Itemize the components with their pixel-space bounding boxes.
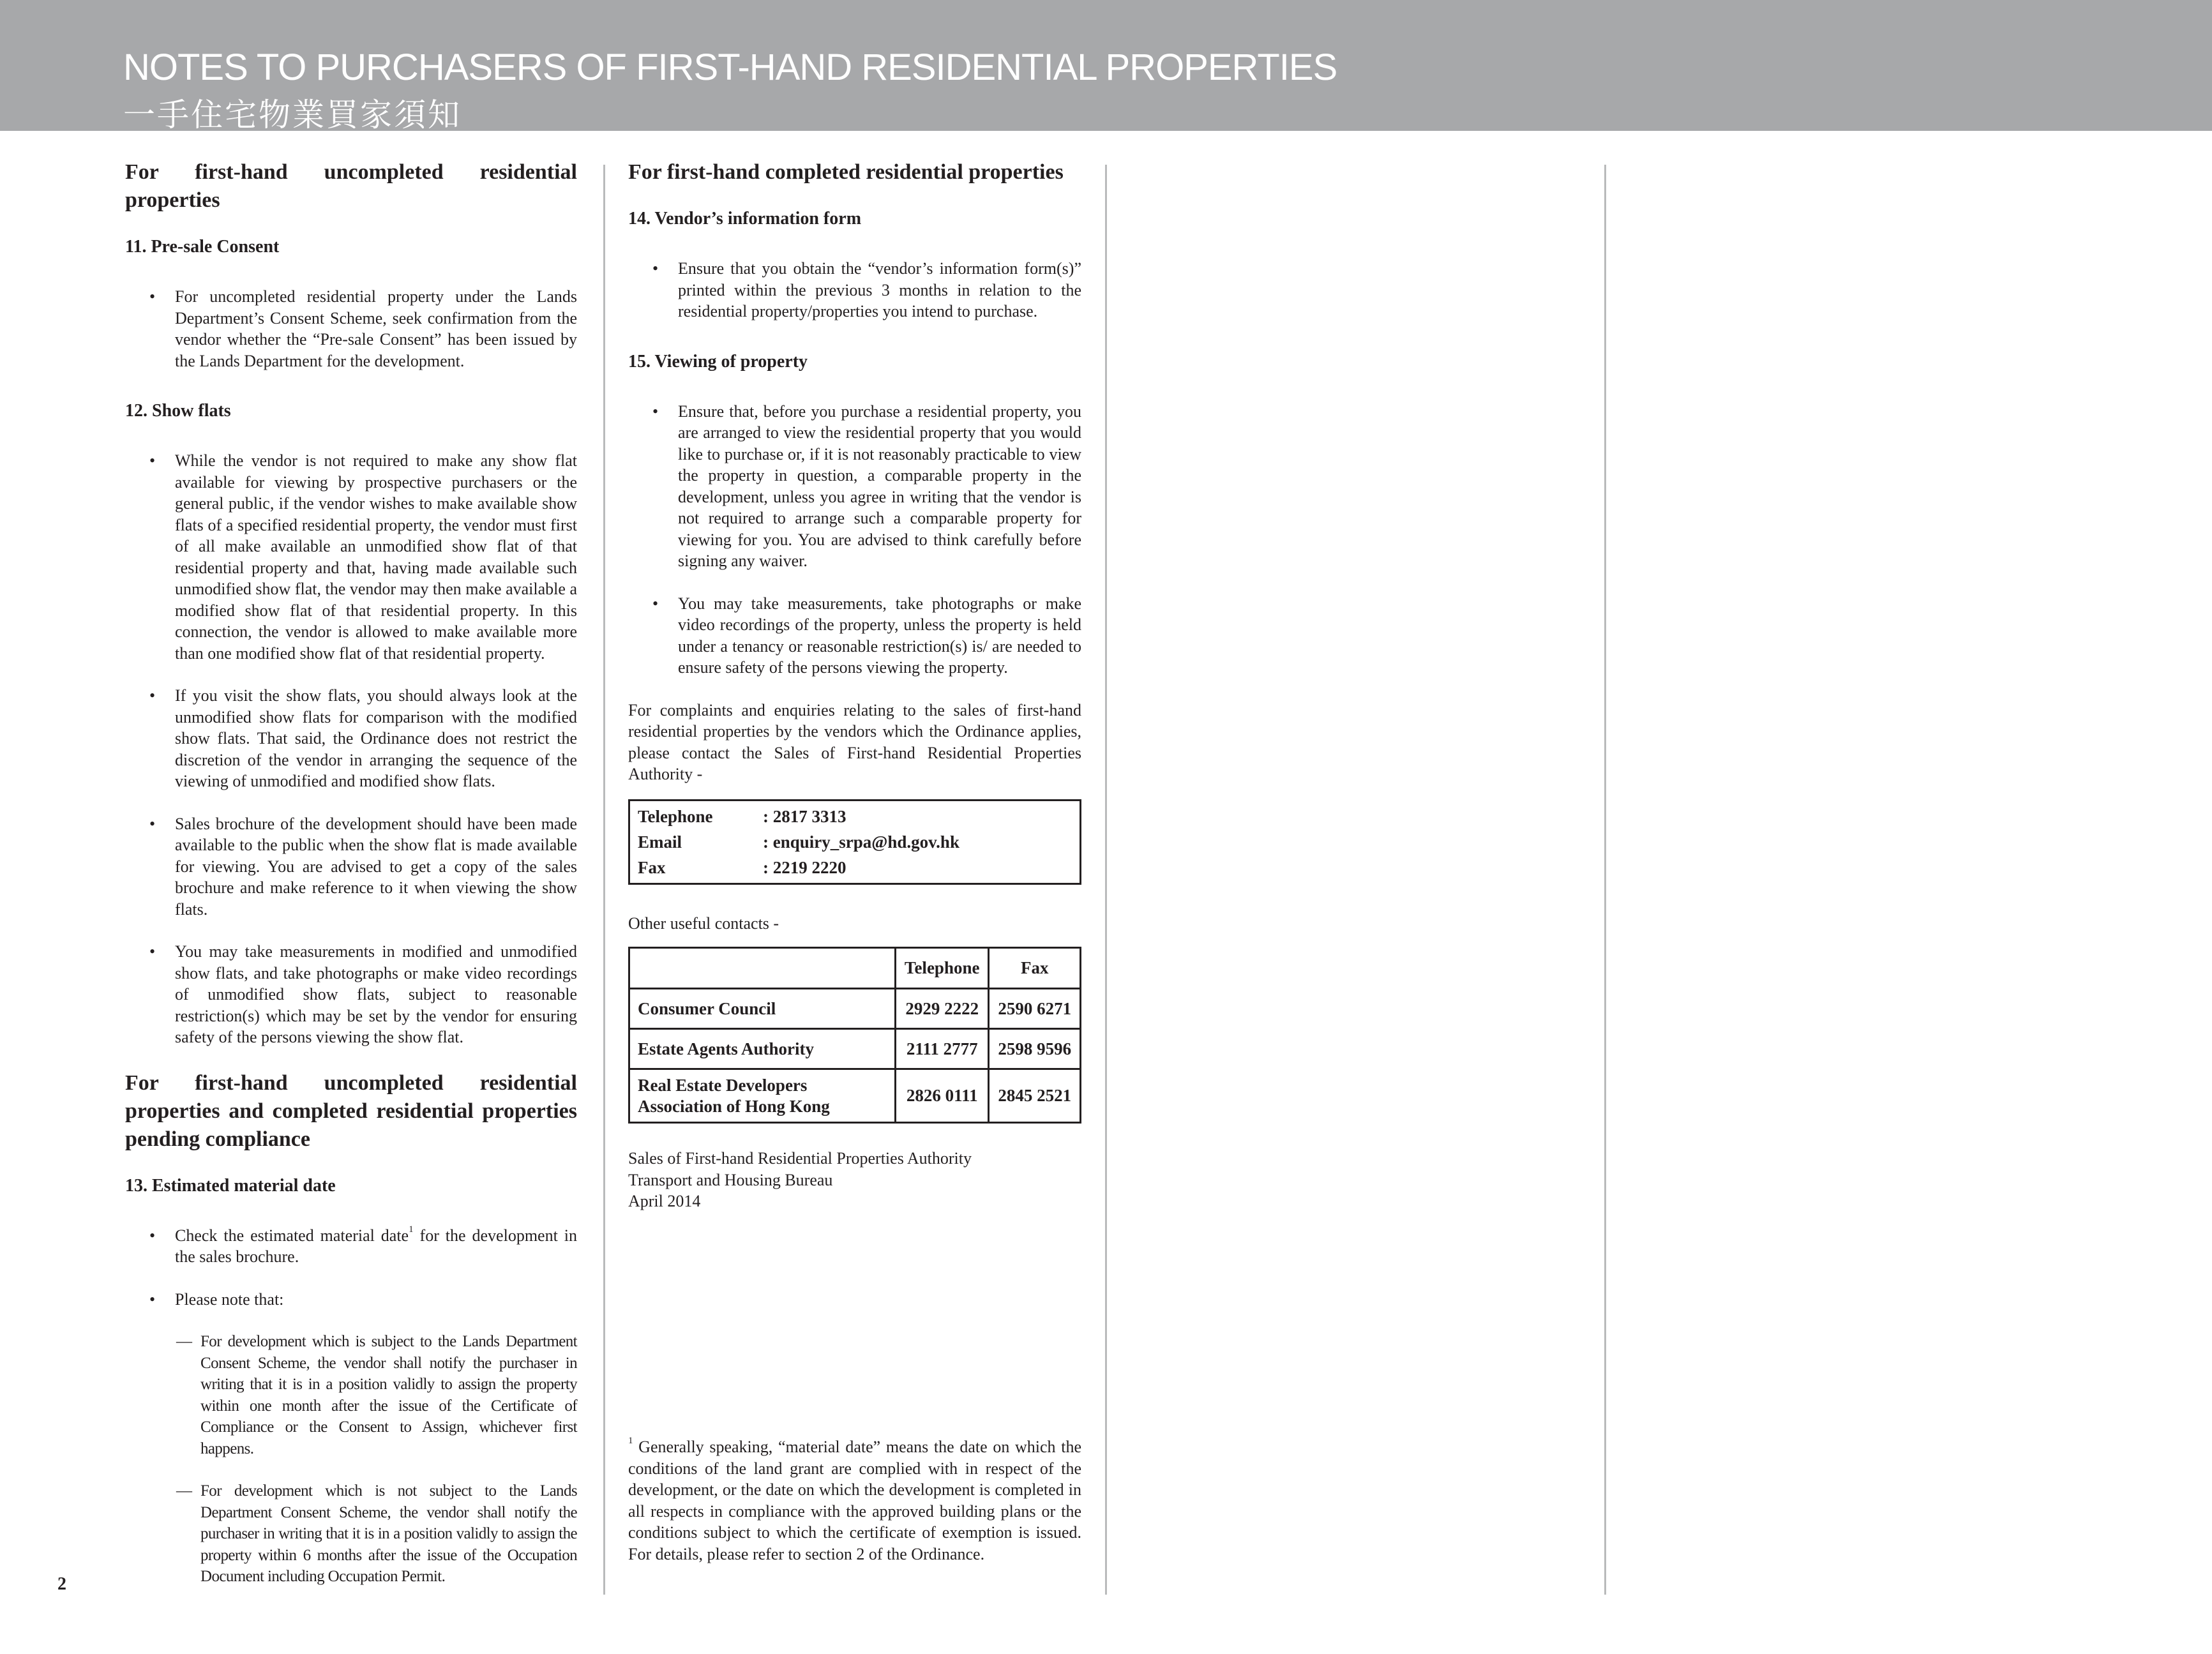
item-heading-presale-consent: 11. Pre-sale Consent [125, 237, 280, 257]
bullet-item: • You may take measurements, take photographs or make video recordings of the property, unless the property is held under a tenancy or reasonable restriction(s) is/ are needed to ensure safety of the persons viewing the property. [652, 594, 1081, 677]
dash-item: — For development which is subject to the Lands Department Consent Scheme, the vendor shall notify the purchaser in writing that it is in a position validly to assign the property within one month after the issue of the Certificate of Compliance or the Consent to Assign, whichever first happens. [176, 1333, 577, 1457]
footnote: $^1$ Generally speaking, “material date” means the date on which the conditions of the land grant are complied with in respect of the development, or the date on which the development is completed in all respects in compliance with the approved building plans or the conditions subject to which the certificate of exemption is issued. For details, please refer to section 2 of the Ordinance. [628, 1436, 1081, 1563]
bullet-item: • If you visit the show flats, you should always look at the unmodified show flats for comparison with the modified show flats. That said, the Ordinance does not restrict the discretion of the vendor in arranging the sequence of the viewing of unmodified and modified show flats. [149, 686, 577, 790]
bullet-item: • Check the estimated material date$^1$ for the development in the sales brochure. [149, 1224, 577, 1266]
footnote-number: 1 [628, 1436, 633, 1446]
table-row: Consumer Council 2929 2222 2590 6271 [629, 989, 1081, 1029]
table-row: Real Estate Developers Association of Hong Kong 2826 0111 2845 2521 [629, 1069, 1081, 1123]
item-heading-show-flats: 12. Show flats [125, 401, 231, 421]
header-title-en: NOTES TO PURCHASERS OF FIRST-HAND RESIDENTIAL PROPERTIES [123, 47, 1337, 88]
footnote-marker: 1 [409, 1224, 414, 1235]
item-heading-viewing-property: 15. Viewing of property [628, 351, 808, 372]
item-heading-vendor-info-form: 14. Vendor’s information form [628, 209, 862, 229]
bullet-item: • Please note that: [149, 1289, 284, 1309]
issuer-credit: Sales of First-hand Residential Properties Authority Transport and Housing Bureau April 2014 [628, 1149, 972, 1210]
bullet-item: • For uncompleted residential property under the Lands Department’s Consent Scheme, seek confirmation from the vendor whether the “Pre-sale Consent” has been issued by the Lands Department for the development. [149, 287, 577, 370]
bullet-item: • Ensure that, before you purchase a residential property, you are arranged to view the residential property that you would like to purchase or, if it is not reasonably practicable to view the property in question, a comparable property in the development, unless you agree in writing that the vendor is not required to arrange such a comparable property for viewing for you. You are advised to think carefully before signing any waiver. [652, 402, 1081, 570]
contact-row-fax: Fax : 2219 2220 [638, 857, 846, 877]
bullet-item: • While the vendor is not required to make any show flat available for viewing by prospective purchasers or the general public, if the vendor wishes to make available show flats of a specified residential property, the vendor must first of all make available an unmodified show flat of that residential property and that, having made available such unmodified show flat, the vendor may then make available a modified show flat of that residential property. In this connection, the vendor is allowed to make available more than one modified show flat of that residential property. [149, 451, 577, 663]
other-contacts-label: Other useful contacts - [628, 913, 779, 933]
page-header [0, 0, 2212, 131]
table-header-row: Telephone Fax [629, 948, 1081, 989]
dash-item: — For development which is not subject to the Lands Department Consent Scheme, the vendor shall notify the purchaser in writing that it is in a position validly to assign the property within 6 months after the issue of the Occupation Document including Occupation Permit. [176, 1482, 577, 1585]
bullet-item: • Ensure that you obtain the “vendor’s information form(s)” printed within the previous 3 months in relation to the residential property/properties you intend to purchase. [652, 259, 1081, 320]
useful-contacts-table [628, 947, 1081, 1124]
column-divider [1105, 165, 1107, 1595]
contact-row-telephone: Telephone : 2817 3313 [638, 806, 846, 826]
right-column [628, 158, 1081, 1212]
bullet-item: • Sales brochure of the development should have been made available to the public when the show flat is made available for viewing. You are advised to get a copy of the sales brochure and make reference to it when viewing the show flats. [149, 814, 577, 919]
section-heading-pending-compliance: For first-hand uncompleted residential properties and completed residential properties pending compliance [125, 1071, 577, 1151]
table-row: Estate Agents Authority 2111 2777 2598 9596 [629, 1029, 1081, 1069]
left-column [125, 158, 577, 1609]
complaints-text: For complaints and enquiries relating to the sales of first-hand residential properties by the vendors which the Ordinance applies, please contact the Sales of First-hand Residential Properties Authority - [628, 700, 1081, 783]
column-divider [603, 165, 605, 1595]
column-divider [1604, 165, 1606, 1595]
page-number: 2 [57, 1574, 66, 1594]
section-heading-uncompleted: For first-hand uncompleted residential properties [125, 160, 577, 212]
contact-row-email: Email : enquiry_srpa@hd.gov.hk [638, 832, 959, 852]
item-heading-material-date: 13. Estimated material date [125, 1175, 336, 1196]
header-title-zh: 一手住宅物業買家須知 [123, 96, 462, 133]
section-heading-completed: For first-hand completed residential properties [628, 160, 1064, 184]
bullet-item: • You may take measurements in modified and unmodified show flats, and take photographs or make video recordings of unmodified show flats, subject to reasonable restriction(s) which may be set by the vendor for ensuring safety of the persons viewing the show flat. [149, 942, 577, 1046]
srpa-contact-box [628, 799, 1081, 885]
